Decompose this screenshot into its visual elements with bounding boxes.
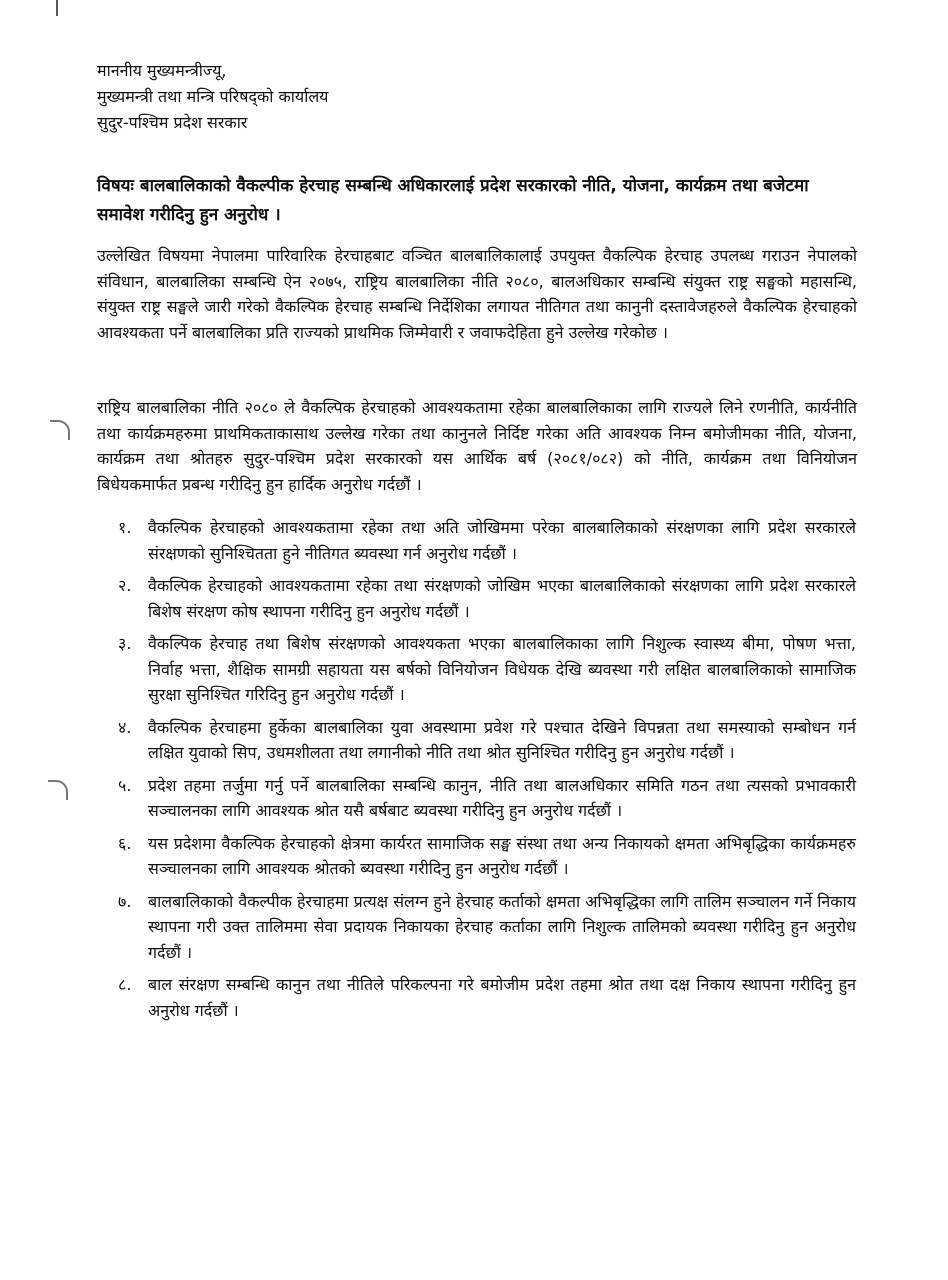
request-text: वैकल्पिक हेरचाह तथा बिशेष संरक्षणको आवश्यकता भएका बालबालिकाका लागि निशुल्क स्वास्थ्य बीमा, पोषण भत्ता, निर्वाह भत्ता, शैक्षिक सामग्री सहायता यस बर्षको विनियोजन विधेयक देखि ब्यवस्था गरी लक्षित बालबालिकाको सामाजिक सुरक्षा सुनिश्चित गरिदिनु हुन अनुरोध गर्दछौं । [148, 634, 856, 704]
letter-subject: विषयः बालबालिकाको वैकल्पीक हेरचाह सम्बन्धि अधिकारलाई प्रदेश सरकारको नीति, योजना, कार्यक्रम तथा बजेटमा समावेश गरीदिनु हुन अनुरोध । [97, 176, 809, 225]
body-paragraph: उल्लेखित विषयमा नेपालमा पारिवारिक हेरचाहबाट वञ्चित बालबालिकालाई उपयुक्त वैकल्पिक हेरचाह उपलब्ध गराउन नेपालको संविधान, बालबालिका सम्बन्धि ऐन २०७५, राष्ट्रिय बालबालिका नीति २०८०, बालअधिकार सम्बन्धि संयुक्त राष्ट्र सङ्घको महासन्धि, संयुक्त राष्ट्र सङ्घले जारी गरेको वैकल्पिक हेरचाह सम्बन्धि निर्देशिका लगायत नीतिगत तथा कानुनी दस्तावेजहरुले वैकल्पिक हेरचाहको आवश्यकता पर्ने बालबालिका प्रति राज्यको प्राथमिक जिम्मेवारी र जवाफदेहिता हुने उल्लेख गरेकोछ । [97, 246, 857, 342]
request-number: ७. [118, 891, 132, 911]
scan-edge-mark [56, 0, 58, 16]
punch-hole-mark-lower [48, 780, 68, 800]
request-text: वैकल्पिक हेरचाहको आवश्यकतामा रहेका तथा संरक्षणको जोखिम भएका बालबालिकाको संरक्षणका लागि प्रदेश सरकारले बिशेष संरक्षण कोष स्थापना गरीदिनु हुन अनुरोध गर्दछौं । [148, 576, 856, 621]
request-item [118, 573, 856, 624]
request-item [118, 631, 856, 708]
request-text: यस प्रदेशमा वैकल्पिक हेरचाहको क्षेत्रमा कार्यरत सामाजिक सङ्घ संस्था तथा अन्य निकायको क्षमता अभिबृद्धिका कार्यक्रमहरु सञ्चालनका लागि आवश्यक श्रोतको ब्यवस्था गरीदिनु हुन अनुरोध गर्दछौं । [148, 833, 856, 878]
recipient-line: माननीय मुख्यमन्त्रीज्यू, [97, 61, 227, 80]
request-item [118, 515, 856, 566]
request-number: २. [118, 576, 132, 595]
request-text: वैकल्पिक हेरचाहको आवश्यकतामा रहेका तथा अति जोखिममा परेका बालबालिकाको संरक्षणका लागि प्रदेश सरकारले संरक्षणको सुनिश्चितता हुने नीतिगत ब्यवस्था गर्न अनुरोध गर्दछौं । [148, 518, 856, 563]
request-number: ८. [118, 975, 132, 994]
request-number: १. [118, 518, 132, 537]
punch-hole-mark-upper [50, 420, 70, 440]
request-number: ५. [118, 775, 132, 795]
request-number: ६. [118, 833, 132, 853]
request-number: ४. [118, 717, 132, 737]
recipient-line: सुदुर-पश्चिम प्रदेश सरकार [97, 113, 248, 132]
recipient-line: मुख्यमन्त्री तथा मन्त्रि परिषद्को कार्यालय [97, 87, 329, 106]
request-item [118, 715, 856, 766]
body-paragraph: राष्ट्रिय बालबालिका नीति २०८० ले वैकल्पिक हेरचाहको आवश्यकतामा रहेका बालबालिकाका लागि राज्यले लिने रणनीति, कार्यनीति तथा कार्यक्रमहरुमा प्राथमिकताकासाथ उल्लेख गरेका तथा कानुनले निर्दिष्ट गरेका अति आवश्यक निम्न बमोजीमका नीति, योजना, कार्यक्रम तथा श्रोतहरु सुदुर-पश्चिम प्रदेश सरकारको यस आर्थिक बर्ष (२०८१/०८२) को नीति, कार्यक्रम तथा विनियोजन बिधेयकमार्फत प्रबन्ध गरीदिनु हुन हार्दिक अनुरोध गर्दछौं । [97, 398, 857, 494]
request-item [118, 831, 856, 882]
request-text: बाल संरक्षण सम्बन्धि कानुन तथा नीतिले परिकल्पना गरे बमोजीम प्रदेश तहमा श्रोत तथा दक्ष निकाय स्थापना गरीदिनु हुन अनुरोध गर्दछौं । [148, 975, 856, 1020]
request-item [118, 889, 856, 966]
request-text: वैकल्पिक हेरचाहमा हुर्केका बालबालिका युवा अवस्थामा प्रवेश गरे पश्चात देखिने विपन्नता तथा समस्याको सम्बोधन गर्न लक्षित युवाको सिप, उधमशीलता तथा लगानीको नीति तथा श्रोत सुनिश्चित गरीदिनु हुन अनुरोध गर्दछौं । [148, 717, 856, 762]
request-item [118, 972, 856, 1023]
request-number: ३. [118, 634, 132, 653]
request-list [118, 515, 856, 1030]
request-text: बालबालिकाको वैकल्पीक हेरचाहमा प्रत्यक्ष संलग्न हुने हेरचाह कर्ताको क्षमता अभिबृद्धिका लागि तालिम सञ्चालन गर्ने निकाय स्थापना गरी उक्त तालिममा सेवा प्रदायक निकायका हेरचाह कर्ताका लागि निशुल्क तालिमको ब्यवस्था गरीदिनु हुन अनुरोध गर्दछौं । [148, 891, 856, 962]
request-item [118, 773, 856, 824]
request-text: प्रदेश तहमा तर्जुमा गर्नु पर्ने बालबालिका सम्बन्धि कानुन, नीति तथा बालअधिकार समिति गठन तथा त्यसको प्रभावकारी सञ्चालनका लागि आवश्यक श्रोत यसै बर्षबाट ब्यवस्था गरीदिनु हुन अनुरोध गर्दछौं । [148, 775, 856, 820]
recipient-address [97, 58, 328, 136]
